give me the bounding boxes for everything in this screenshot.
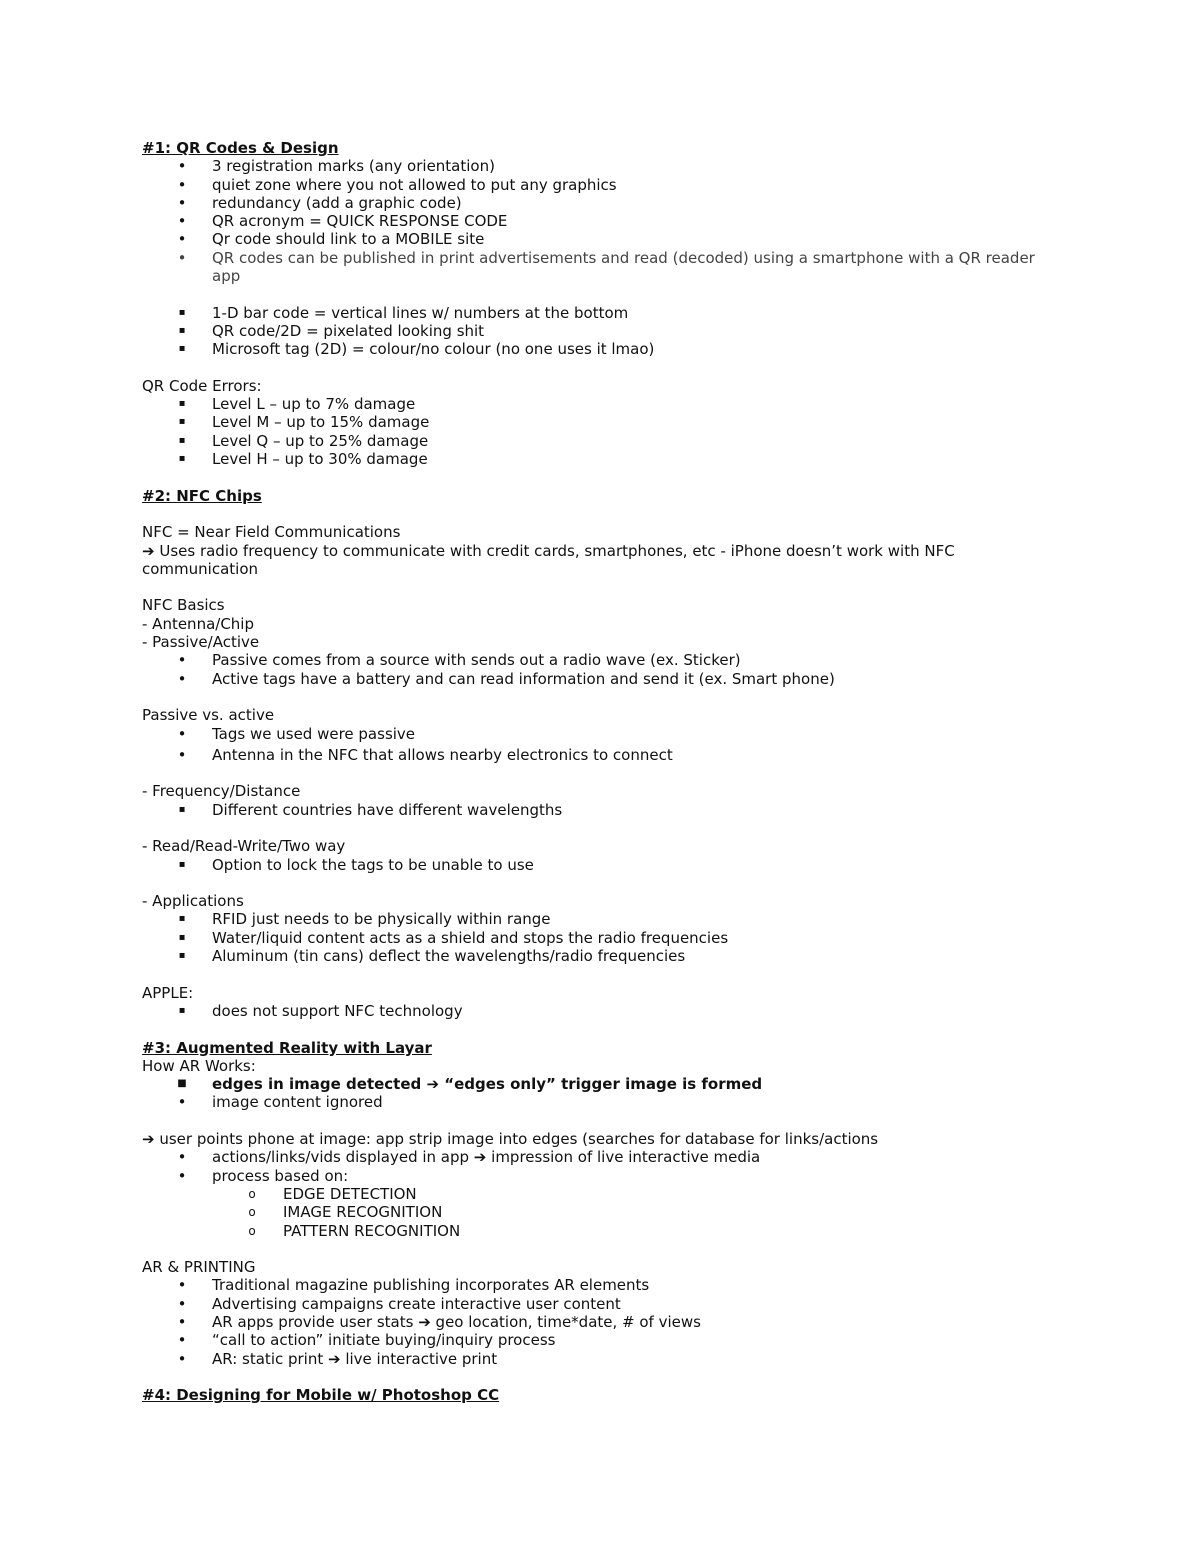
square-bullet-icon: ▪ <box>178 306 186 318</box>
read-write-label: - Read/Read-Write/Two way <box>142 837 346 856</box>
list-item: • Tags we used were passive <box>142 725 1042 743</box>
bullet-icon: • <box>177 1148 187 1167</box>
list-item: • process based on: <box>142 1167 1042 1185</box>
qr-errors-label: QR Code Errors: <box>142 376 262 395</box>
circle-bullet-icon: o <box>248 1223 256 1238</box>
list-item: • Antenna in the NFC that allows nearby electronics to connect <box>142 746 1042 764</box>
square-bullet-icon: ▪ <box>178 931 186 943</box>
list-item: ▪ Different countries have different wavelengths <box>142 801 1042 819</box>
list-item: • quiet zone where you not allowed to put any graphics <box>142 176 1042 194</box>
sub-list-item: o PATTERN RECOGNITION <box>142 1222 1042 1240</box>
square-bullet-icon: ▪ <box>178 416 186 428</box>
list-item: • actions/links/vids displayed in app ➔ impression of live interactive media <box>142 1148 1042 1166</box>
ar-printing-label: AR & PRINTING <box>142 1258 256 1277</box>
list-item: • 3 registration marks (any orientation) <box>142 157 1042 175</box>
bullet-icon: • <box>177 669 187 688</box>
list-item: • Passive comes from a source with sends out a radio wave (ex. Sticker) <box>142 651 1042 669</box>
list-item: • QR codes can be published in print advertisements and read (decoded) using a smartphone with a QR reader app <box>142 249 1042 286</box>
square-bullet-icon: ▪ <box>178 343 186 355</box>
bullet-icon: • <box>177 1313 187 1331</box>
nfc-basics-label: NFC Basics <box>142 596 225 615</box>
list-item: • QR acronym = QUICK RESPONSE CODE <box>142 212 1042 230</box>
bullet-icon: • <box>177 1093 187 1112</box>
list-item: ▪ does not support NFC technology <box>142 1002 1042 1020</box>
nfc-basics-item: - Antenna/Chip <box>142 614 254 633</box>
bullet-icon: • <box>177 230 187 249</box>
nfc-basics-item: - Passive/Active <box>142 633 260 652</box>
frequency-label: - Frequency/Distance <box>142 782 301 801</box>
heading-qr-codes: #1: QR Codes & Design <box>142 139 339 157</box>
ar-how-label: How AR Works: <box>142 1056 256 1075</box>
square-bullet-icon: ▪ <box>178 453 186 465</box>
bullet-icon: • <box>177 212 187 231</box>
list-item: ▪ Water/liquid content acts as a shield and stops the radio frequencies <box>142 929 1042 947</box>
list-item: ▪ Level H – up to 30% damage <box>142 450 1042 468</box>
circle-bullet-icon: o <box>248 1186 256 1201</box>
list-item: ▪ Level M – up to 15% damage <box>142 413 1042 431</box>
square-bullet-icon: ▪ <box>178 324 186 336</box>
bullet-icon: • <box>177 1166 187 1185</box>
bullet-icon: • <box>177 724 187 743</box>
square-bullet-icon: ▪ <box>178 434 186 446</box>
filled-square-bullet-icon: ■ <box>177 1078 187 1090</box>
list-item: ▪ Option to lock the tags to be unable to use <box>142 856 1042 874</box>
bullet-icon: • <box>177 1294 187 1313</box>
list-item: • redundancy (add a graphic code) <box>142 194 1042 212</box>
heading-augmented-reality: #3: Augmented Reality with Layar <box>142 1038 432 1057</box>
sub-list-item: o EDGE DETECTION <box>142 1185 1042 1203</box>
list-item: • “call to action” initiate buying/inquiry process <box>142 1331 1042 1349</box>
list-item: ▪ Microsoft tag (2D) = colour/no colour (no one uses it lmao) <box>142 340 1042 358</box>
nfc-description: ➔ Uses radio frequency to communicate with credit cards, smartphones, etc - iPhone doesn’t work with NFC communication <box>142 541 955 578</box>
bullet-icon: • <box>177 1276 187 1295</box>
list-item: ▪ Level Q – up to 25% damage <box>142 432 1042 450</box>
bullet-icon: • <box>177 1331 187 1350</box>
list-item: ■ edges in image detected ➔ “edges only” trigger image is formed <box>142 1075 1042 1093</box>
list-item: • image content ignored <box>142 1093 1042 1111</box>
list-item: • Traditional magazine publishing incorporates AR elements <box>142 1276 1042 1294</box>
bullet-icon: • <box>177 193 187 212</box>
list-item: ▪ QR code/2D = pixelated looking shit <box>142 322 1042 340</box>
applications-label: - Applications <box>142 892 244 911</box>
bullet-icon: • <box>177 248 187 267</box>
list-item: • AR: static print ➔ live interactive print <box>142 1350 1042 1368</box>
square-bullet-icon: ▪ <box>178 398 186 410</box>
list-item: • Advertising campaigns create interactive user content <box>142 1295 1042 1313</box>
bullet-icon: • <box>177 175 187 194</box>
sub-list-item: o IMAGE RECOGNITION <box>142 1203 1042 1221</box>
bullet-icon: • <box>177 157 187 176</box>
list-item: ▪ RFID just needs to be physically within range <box>142 910 1042 928</box>
list-item: • AR apps provide user stats ➔ geo location, time*date, # of views <box>142 1313 1042 1331</box>
list-item: • Active tags have a battery and can read information and send it (ex. Smart phone) <box>142 670 1042 688</box>
square-bullet-icon: ▪ <box>178 803 186 815</box>
list-item: ▪ Level L – up to 7% damage <box>142 395 1042 413</box>
list-item: ▪ 1-D bar code = vertical lines w/ numbers at the bottom <box>142 304 1042 322</box>
list-item: ▪ Aluminum (tin cans) deflect the wavelengths/radio frequencies <box>142 947 1042 965</box>
document-body <box>142 139 1042 1404</box>
bullet-icon: • <box>177 1349 187 1368</box>
heading-designing-for-mobile: #4: Designing for Mobile w/ Photoshop CC <box>142 1386 500 1405</box>
square-bullet-icon: ▪ <box>178 913 186 925</box>
heading-nfc-chips: #2: NFC Chips <box>142 486 262 505</box>
list-item: • Qr code should link to a MOBILE site <box>142 230 1042 248</box>
ar-user-line: ➔ user points phone at image: app strip image into edges (searches for database for links/actions <box>142 1130 879 1149</box>
square-bullet-icon: ▪ <box>178 1004 186 1016</box>
circle-bullet-icon: o <box>248 1205 256 1220</box>
bullet-icon: • <box>177 651 187 670</box>
square-bullet-icon: ▪ <box>178 858 186 870</box>
bullet-icon: • <box>177 745 187 764</box>
apple-label: APPLE: <box>142 983 194 1002</box>
square-bullet-icon: ▪ <box>178 950 186 962</box>
nfc-definition: NFC = Near Field Communications <box>142 523 401 542</box>
passive-vs-active-label: Passive vs. active <box>142 706 275 725</box>
